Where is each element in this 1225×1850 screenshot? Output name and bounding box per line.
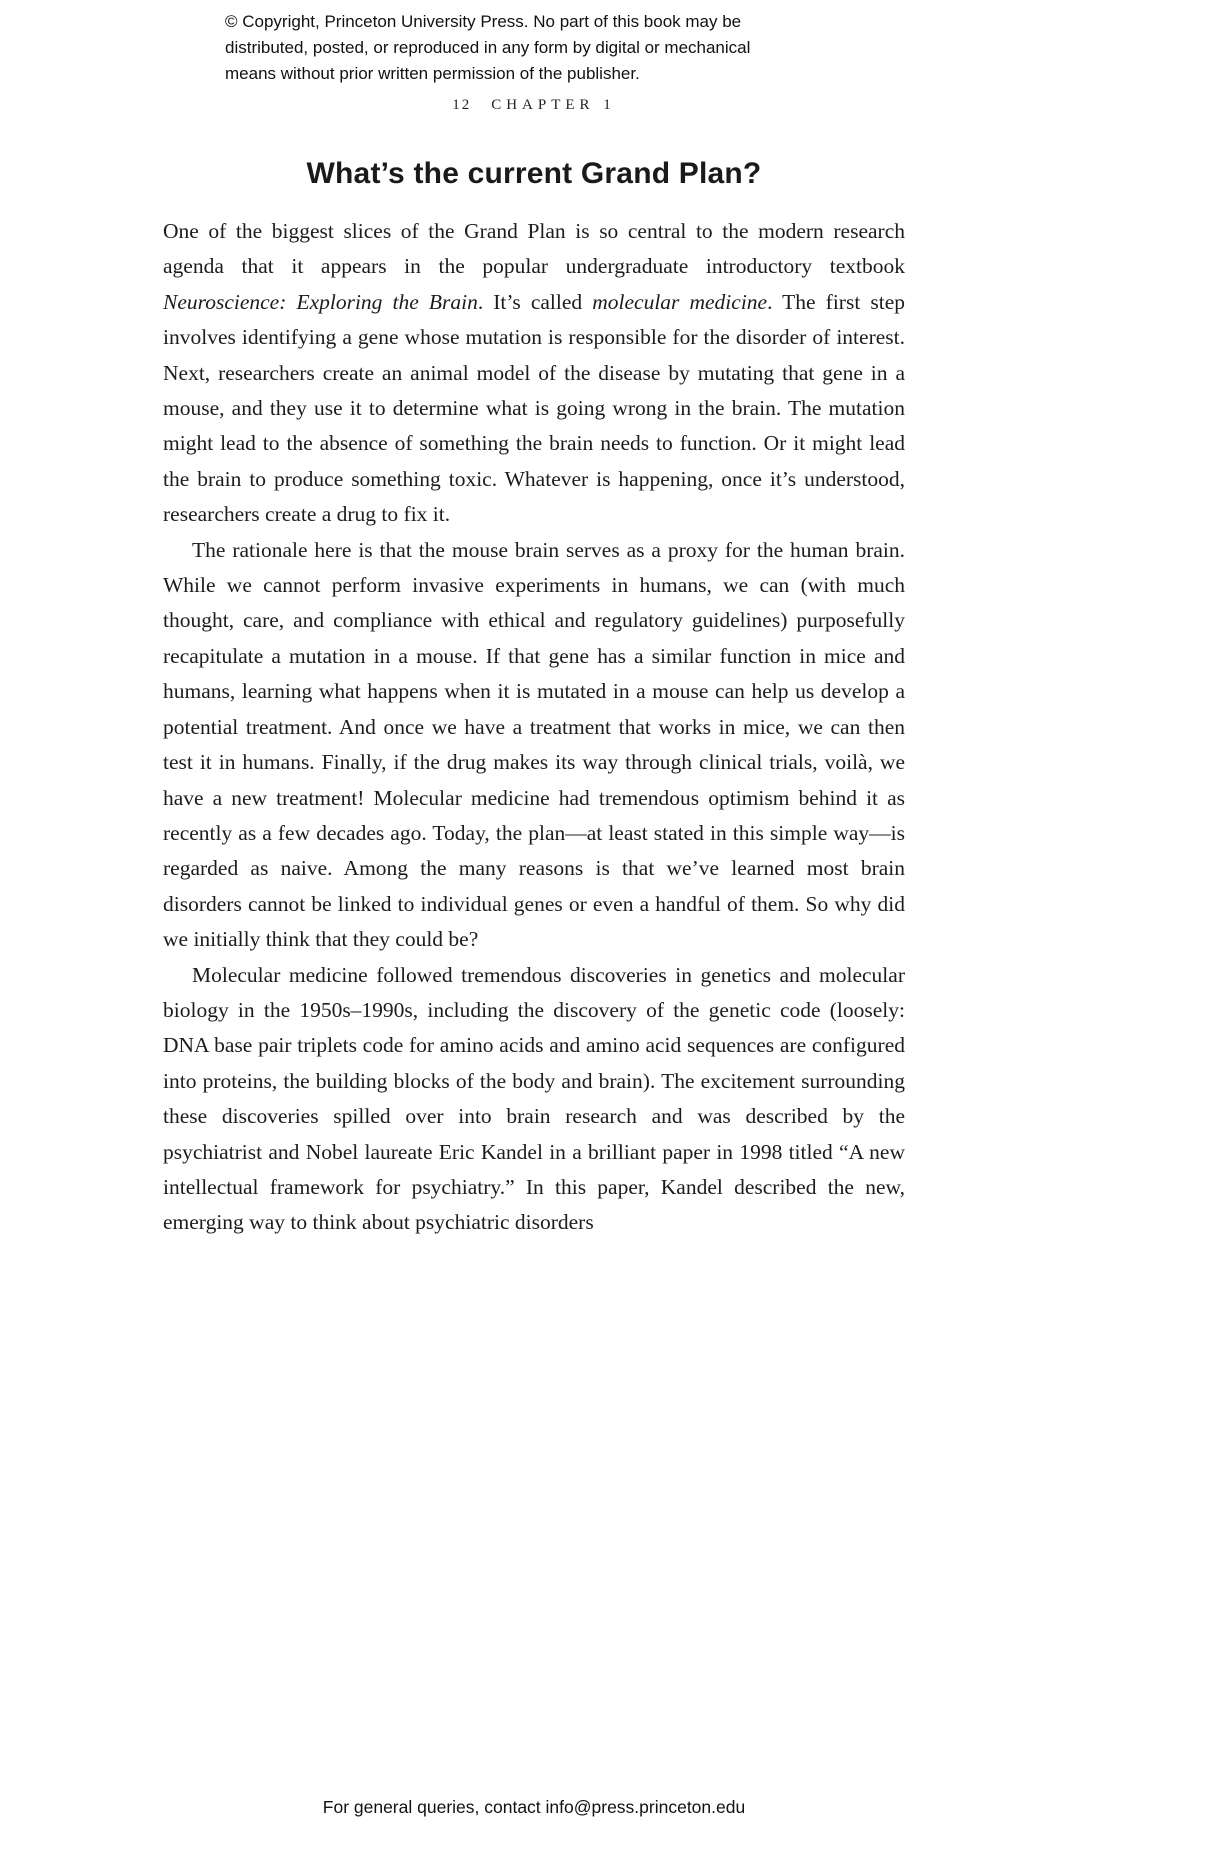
text-run: . It’s called: [477, 289, 593, 314]
running-head: [163, 97, 905, 114]
text-run: One of the biggest slices of the Grand Plan is so central to the modern research agenda that it appears in the popular undergraduate introductory textbook: [163, 219, 905, 279]
text-run: Molecular medicine followed tremendous discoveries in genetics and molecular biology in the 1950s–1990s, including the discovery of the genetic code (loosely: DNA base pair triplets code for amino acids and amino acid sequences are configured into proteins, the building blocks of the body and brain). The excitement surrounding these discoveries spilled over into brain research and was described by the psychiatrist and Nobel laureate Eric Kandel in a brilliant paper in 1998 titled “A new intellectual framework for psychiatry.” In this paper, Kandel described the new, emerging way to think about psychiatric disorders: [163, 962, 905, 1235]
copyright-line: © Copyright, Princeton University Press. No part of this book may be: [225, 12, 742, 31]
page-number: 12: [452, 97, 472, 113]
paragraph: [163, 958, 905, 1241]
paragraph: [163, 214, 905, 533]
copyright-line: distributed, posted, or reproduced in any form by digital or mechanical: [225, 38, 751, 57]
footer-note: For general queries, contact info@press.princeton.edu: [322, 1797, 746, 1817]
section-title: What’s the current Grand Plan?: [306, 157, 762, 190]
text-run: The rationale here is that the mouse brain serves as a proxy for the human brain. While we cannot perform invasive experiments in humans, we can (with much thought, care, and compliance with ethical and regulatory guidelines) purposefully recapitulate a mutation in a mouse. If that gene has a similar function in mice and humans, learning what happens when it is mutated in a mouse can help us develop a potential treatment. And once we have a treatment that works in mice, we can then test it in humans. Finally, if the drug makes its way through clinical trials, voilà, we have a new treatment! Molecular medicine had tremendous optimism behind it as recently as a few decades ago. Today, the plan—at least stated in this simple way—is regarded as naive. Among the many reasons is that we’ve learned most brain disorders cannot be linked to individual genes or even a handful of them. So why did we initially think that they could be?: [163, 537, 905, 952]
text-run: . The first step involves identifying a gene whose mutation is responsible for the disorder of interest. Next, researchers create an animal model of the disease by mutating that gene in a mouse, and they use it to determine what is going wrong in the brain. The mutation might lead to the absence of something the brain needs to function. Or it might lead the brain to produce something toxic. Whatever is happening, once it’s understood, researchers create a drug to fix it.: [163, 289, 905, 527]
paragraph: [163, 533, 905, 958]
copyright-notice: [225, 9, 845, 87]
italic-text-run: molecular medicine: [592, 289, 768, 314]
italic-text-run: Neuroscience: Exploring the Brain: [163, 289, 478, 314]
copyright-line: means without prior written permission of the publisher.: [225, 64, 640, 83]
body-text: [163, 214, 905, 1241]
chapter-label: CHAPTER 1: [491, 97, 616, 113]
